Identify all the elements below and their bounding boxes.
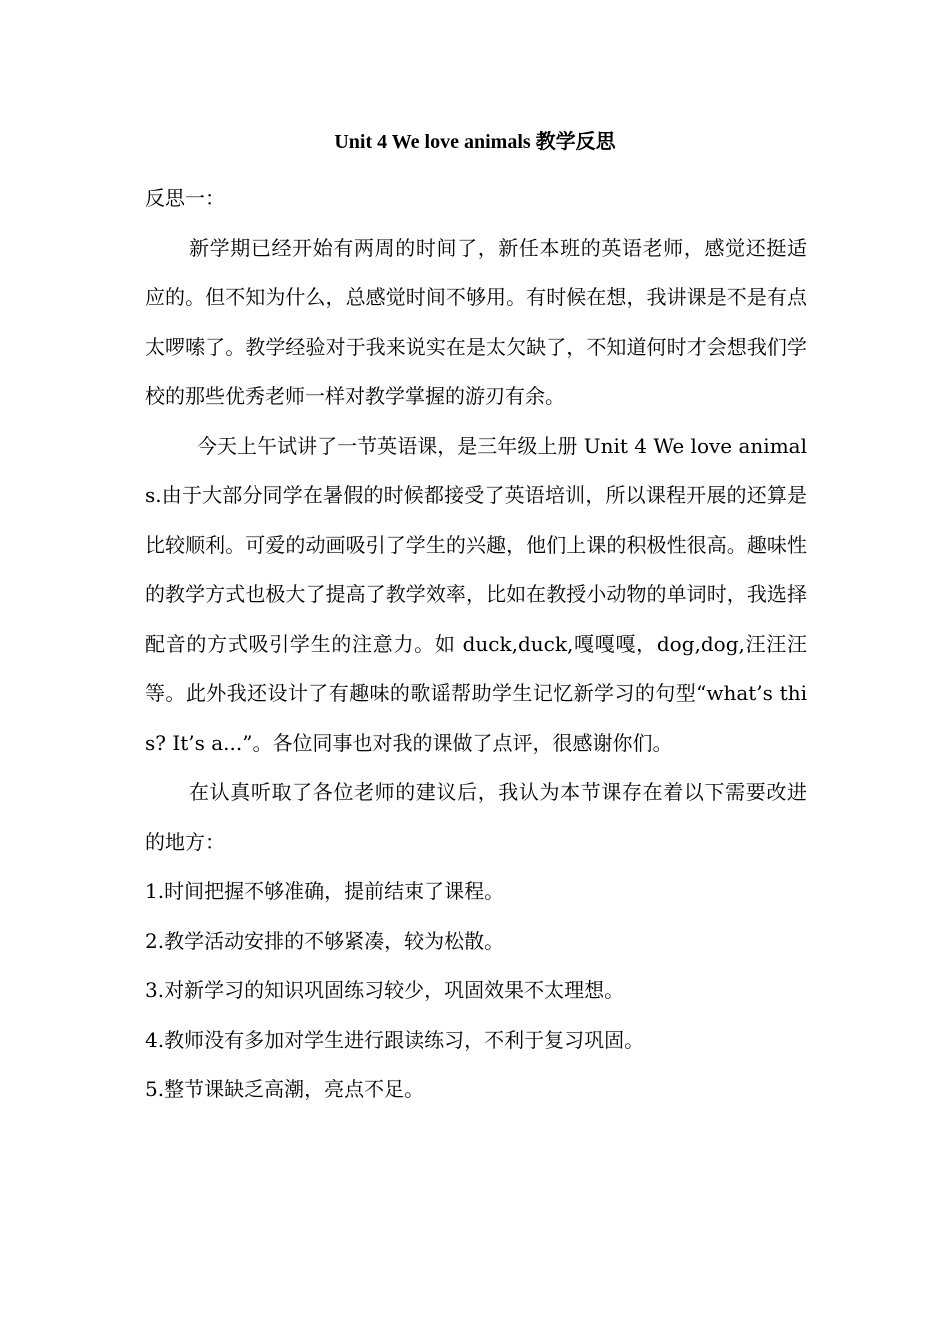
paragraph-2: 今天上午试讲了一节英语课，是三年级上册 Unit 4 We love animals.由于大部分同学在暑假的时候都接受了英语培训，所以课程开展的还算是比较顺利。可爱的动画吸引了学生的兴趣，他们上课的积极性很高。趣味性的教学方式也极大了提高了教学效率，比如在教授小动物的单词时，我选择配音的方式吸引学生的注意力。如 duck,duck,嘎嘎嘎，dog,dog,汪汪汪等。此外我还设计了有趣味的歌谣帮助学生记忆新学习的句型“what’s this? It’s a...”。各位同事也对我的课做了点评，很感谢你们。 <box>145 433 807 755</box>
document-title: Unit 4 We love animals 教学反思 <box>334 131 616 153</box>
list-item-4: 4.教师没有多加对学生进行跟读练习，不利于复习巩固。 <box>145 1027 645 1052</box>
section-heading: 反思一： <box>145 186 225 210</box>
paragraph-1: 新学期已经开始有两周的时间了，新任本班的英语老师，感觉还挺适应的。但不知为什么，总感觉时间不够用。有时候在想，我讲课是不是有点太啰嗦了。教学经验对于我来说实在是太欠缺了，不知道何时才会想我们学校的那些优秀老师一样对教学掌握的游刃有余。 <box>145 235 807 408</box>
paragraph-3: 在认真听取了各位老师的建议后，我认为本节课存在着以下需要改进的地方： <box>145 780 807 854</box>
list-item-2: 2.教学活动安排的不够紧凑，较为松散。 <box>145 928 505 953</box>
list-item-1: 1.时间把握不够准确，提前结束了课程。 <box>145 879 505 903</box>
list-item-5: 5.整节课缺乏高潮，亮点不足。 <box>145 1077 425 1101</box>
document-body <box>145 174 807 1115</box>
list-item-3: 3.对新学习的知识巩固练习较少，巩固效果不太理想。 <box>145 978 625 1002</box>
